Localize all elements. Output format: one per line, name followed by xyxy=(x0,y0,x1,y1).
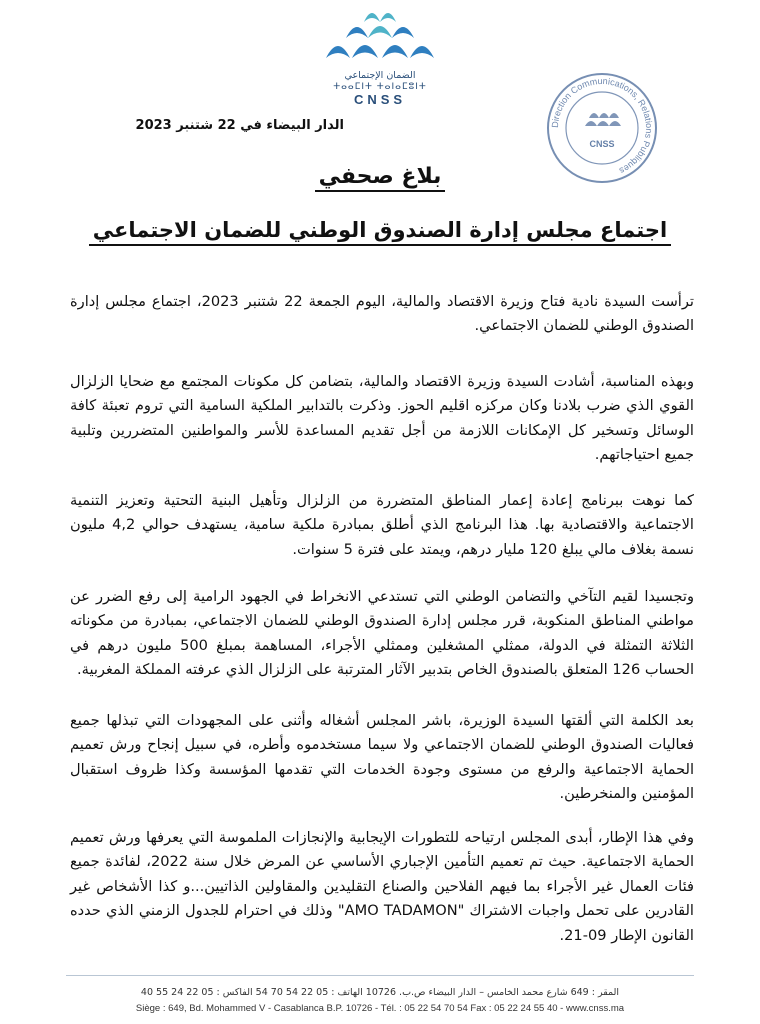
paragraph: وتجسيدا لقيم التآخي والتضامن الوطني التي تستدعي الانخراط في الجهود الرامية إلى رفع الضرر عن مواطني المناطق المنكوبة، قرر مجلس إدارة الصندوق الوطني للضمان الاجتماعي، بمبادرة من مكوناته الثلاثة التمثلة في الدولة، ممثلي المشغلين وممثلي الأجراء، المساهمة بمبلغ 500 مليون درهم في الحساب 126 المتعلق بالصندوق الخاص بتدبير الآثار المترتبة على الزلزال الذي عرفته المملكة المغربية. xyxy=(70,588,694,679)
cnss-logo xyxy=(322,0,438,112)
logo-arabic-name: الضمان الإجتماعي xyxy=(344,70,416,81)
subject-heading xyxy=(0,218,760,242)
footer-address-latin: Siège : 649, Bd. Mohammed V - Casablanca B.P. 10726 - Tél. : 05 22 54 70 54 Fax : 05 22 24 55 40 - www.cnss.ma xyxy=(135,1003,625,1014)
paragraph: ترأست السيدة نادية فتاح وزيرة الاقتصاد والمالية، اليوم الجمعة 22 شتنبر 2023، اجتماع مجلس إدارة الصندوق الوطني للضمان الاجتماعي. xyxy=(70,293,694,335)
press-release-heading xyxy=(0,164,760,189)
document-date: الدار البيضاء في 22 شتنبر 2023 xyxy=(135,118,344,133)
logo-acronym: CNSS xyxy=(353,92,407,107)
footer-divider xyxy=(66,975,694,976)
stamp-acronym: CNSS xyxy=(589,139,615,149)
stamp-ring-text: Direction Communications, Relations Publiques xyxy=(549,75,655,177)
paragraph: كما نوهت ببرنامج إعادة إعمار المناطق المتضررة من الزلزال وتأهيل البنية التحتية وتعزيز التنمية الاجتماعية والاقتصادية بها. هذا البرنامج الذي أطلق بمبادرة ملكية سامية، يستهدف حوالي 4,2 مليون نسمة بغلاف مالي يبلغ 120 مليار درهم، ويمتد على فترة 5 سنوات. xyxy=(70,492,694,558)
press-release-heading-text: بلاغ صحفي xyxy=(315,164,446,192)
paragraph: بعد الكلمة التي ألقتها السيدة الوزيرة، باشر المجلس أشغاله وأثنى على المجهودات التي تبذلها جميع فعاليات الصندوق الوطني للضمان الاجتماعي ولا سيما مستخدموه وأطره، في سبيل إنجاح ورش تعميم الحماية الاجتماعية والرفع من مستوى وجودة الخدمات التي تقدمها المؤسسة وكذا ظروف استقبال المؤمنين والمنخرطين. xyxy=(70,712,694,803)
cnss-logo-mark-icon xyxy=(322,0,438,70)
paragraph: وبهذه المناسبة، أشادت السيدة وزيرة الاقتصاد والمالية، بتضامن كل مكونات المجتمع مع ضحايا الزلزال القوي الذي ضرب بلادنا وكان مركزه اقليم الحوز. وذكرت بالتدابير الملكية السامية التي تروم تعبئة كافة الوسائل وتسخير كل الإمكانات اللازمة من أجل تقديم المساعدة للأسر والمواطنين المتضررين وتلبية جميع احتياجاتهم. xyxy=(70,373,694,464)
footer-address-arabic: المقر : 649 شارع محمد الخامس – الدار البيضاء ص.ب. 10726 الهاتف : 05 22 54 70 54 الفاكس : 05 22 24 55 40 xyxy=(140,987,620,998)
subject-heading-text: اجتماع مجلس إدارة الصندوق الوطني للضمان الاجتماعي xyxy=(89,218,671,246)
paragraph: وفي هذا الإطار، أبدى المجلس ارتياحه للتطورات الإيجابية والإنجازات الملموسة التي يعرفها ورش تعميم الحماية الاجتماعية. حيث تم تعميم التأمين الإجباري الأساسي عن المرض خلال سنة 2022، لفائدة جميع فئات العمال غير الأجراء بما فيهم الفلاحين والصناع التقليدين والمقاولين الذاتيين...و كذا الأشخاص غير القادرين على تحمل واجبات الاشتراك "AMO TADAMON" وذلك في احترام للجدول الزمني الذي حدده القانون الإطار 09-21. xyxy=(70,829,694,944)
logo-tifinagh-name: ⵜⴰⴰⵎⵏⵜ ⵜⴰⵏⴰⵎⵓⵏⵜ xyxy=(333,82,427,92)
